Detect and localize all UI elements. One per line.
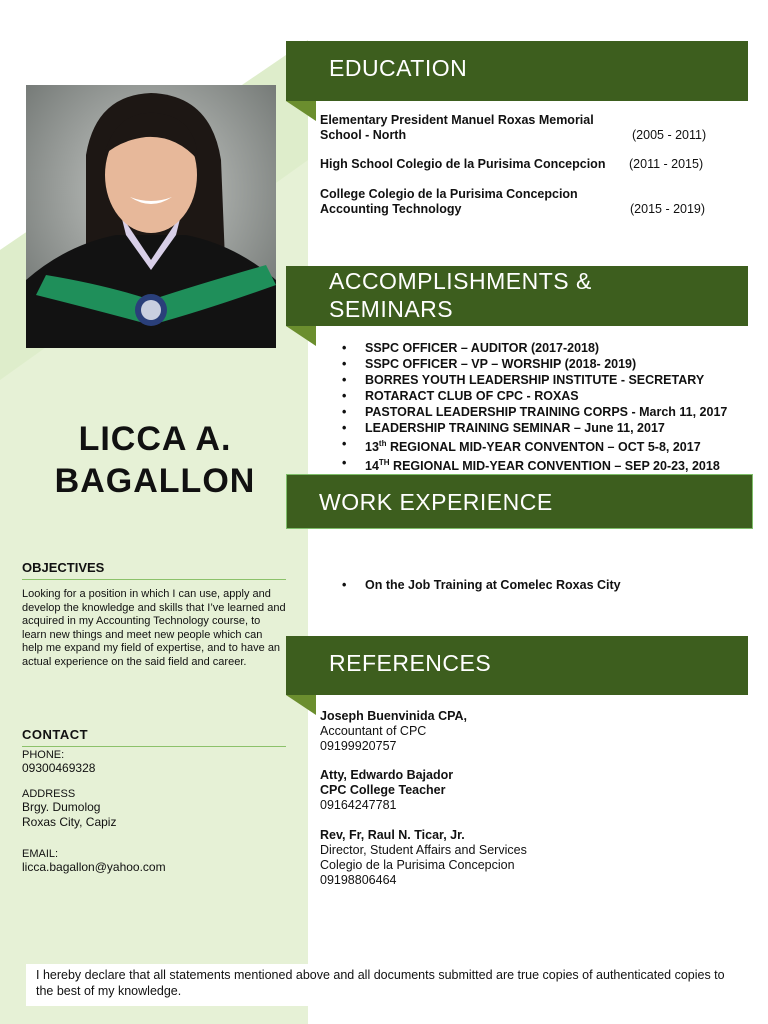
reference-role: CPC College Teacher — [320, 783, 446, 797]
reference-1 — [320, 709, 467, 754]
education-banner-fold — [286, 101, 316, 121]
item-superscript: TH — [378, 458, 390, 468]
list-item: • On the Job Training at Comelec Roxas City — [340, 577, 621, 593]
education-years: (2015 - 2019) — [630, 202, 706, 216]
education-title: EDUCATION — [329, 55, 468, 81]
education-item-elementary — [320, 113, 594, 143]
accomplishments-list — [340, 340, 727, 474]
reference-name: Atty, Edwardo Bajador — [320, 768, 454, 782]
references-banner-fold — [286, 695, 316, 715]
objectives-title: OBJECTIVES — [22, 560, 286, 580]
education-item-line2: Accounting Technology — [320, 202, 462, 216]
education-item-college — [320, 187, 578, 217]
item-text: REGIONAL MID-YEAR CONVENTION – SEP 20-23, 2018 — [389, 459, 720, 474]
list-item: • SSPC OFFICER – AUDITOR (2017-2018) — [340, 340, 727, 356]
objectives-section — [22, 560, 286, 670]
education-item-line1: Elementary President Manuel Roxas Memorial — [320, 113, 594, 127]
list-item: • PASTORAL LEADERSHIP TRAINING CORPS - March 11, 2017 — [340, 404, 727, 420]
education-item-line1: High School Colegio de la Purisima Concepcion — [320, 157, 606, 171]
address-label: ADDRESS — [22, 788, 76, 800]
work-experience-banner — [286, 474, 753, 529]
item-text: REGIONAL MID-YEAR CONVENTON – OCT 5-8, 2017 — [386, 440, 701, 455]
reference-phone: 09198806464 — [320, 873, 397, 887]
education-item-line1: College Colegio de la Purisima Concepcion — [320, 187, 578, 201]
reference-3 — [320, 828, 527, 888]
list-item: • BORRES YOUTH LEADERSHIP INSTITUTE - SECRETARY — [340, 372, 727, 388]
references-banner — [286, 636, 748, 695]
list-item — [340, 455, 727, 474]
education-years: (2011 - 2015) — [629, 157, 704, 171]
list-item: • ROTARACT CLUB OF CPC - ROXAS — [340, 388, 727, 404]
accomplishments-title-line2: SEMINARS — [329, 296, 454, 322]
contact-section — [22, 727, 286, 875]
applicant-name — [0, 418, 310, 502]
address-line-2: Roxas City, Capiz — [22, 815, 117, 829]
accomplishments-banner — [286, 266, 748, 326]
reference-2 — [320, 768, 453, 813]
list-item — [340, 436, 727, 455]
reference-org: Colegio de la Purisima Concepcion — [320, 858, 515, 872]
item-superscript: th — [378, 439, 387, 448]
education-item-line2: School - North — [320, 128, 407, 142]
name-line-1: LICCA A. — [78, 420, 232, 458]
email-value: licca.bagallon@yahoo.com — [22, 860, 166, 874]
contact-title: CONTACT — [22, 727, 286, 747]
education-years: (2005 - 2011) — [632, 128, 707, 142]
reference-phone: 09199920757 — [320, 739, 397, 753]
list-item: • SSPC OFFICER – VP – WORSHIP (2018- 2019) — [340, 356, 727, 372]
work-experience-list — [340, 577, 621, 593]
email-label: EMAIL: — [22, 848, 59, 860]
accomplishments-title-line1: ACCOMPLISHMENTS & — [329, 268, 592, 294]
references-title: REFERENCES — [329, 650, 492, 676]
declaration-text: I hereby declare that all statements mentioned above and all documents submitted are true copies of authenticated copies to the best of my knowledge. — [26, 964, 746, 1006]
education-banner — [286, 41, 748, 101]
reference-name: Joseph Buenvinida CPA, — [320, 709, 468, 723]
name-line-2: BAGALLON — [54, 462, 256, 500]
profile-photo — [26, 85, 276, 348]
list-item: • LEADERSHIP TRAINING SEMINAR – June 11, 2017 — [340, 420, 727, 436]
work-experience-title: WORK EXPERIENCE — [319, 489, 553, 515]
objectives-text: Looking for a position in which I can use, apply and develop the knowledge and skills that I’ve learned and acquired in my Accounting Technology course, to learn new things and meet new people which can help me expand my field of expertise, and to have an actual experience on the said field and career. — [22, 588, 286, 668]
accomplishments-banner-fold — [286, 326, 316, 346]
item-number: 13 — [365, 440, 379, 455]
reference-name: Rev, Fr, Raul N. Ticar, Jr. — [320, 828, 465, 842]
address-line-1: Brgy. Dumolog — [22, 800, 101, 814]
reference-role: Accountant of CPC — [320, 724, 427, 738]
education-item-highschool — [320, 157, 605, 172]
phone-value: 09300469328 — [22, 761, 96, 775]
item-number: 14 — [365, 459, 379, 474]
reference-role: Director, Student Affairs and Services — [320, 843, 527, 857]
phone-label: PHONE: — [22, 749, 65, 761]
reference-phone: 09164247781 — [320, 798, 397, 812]
